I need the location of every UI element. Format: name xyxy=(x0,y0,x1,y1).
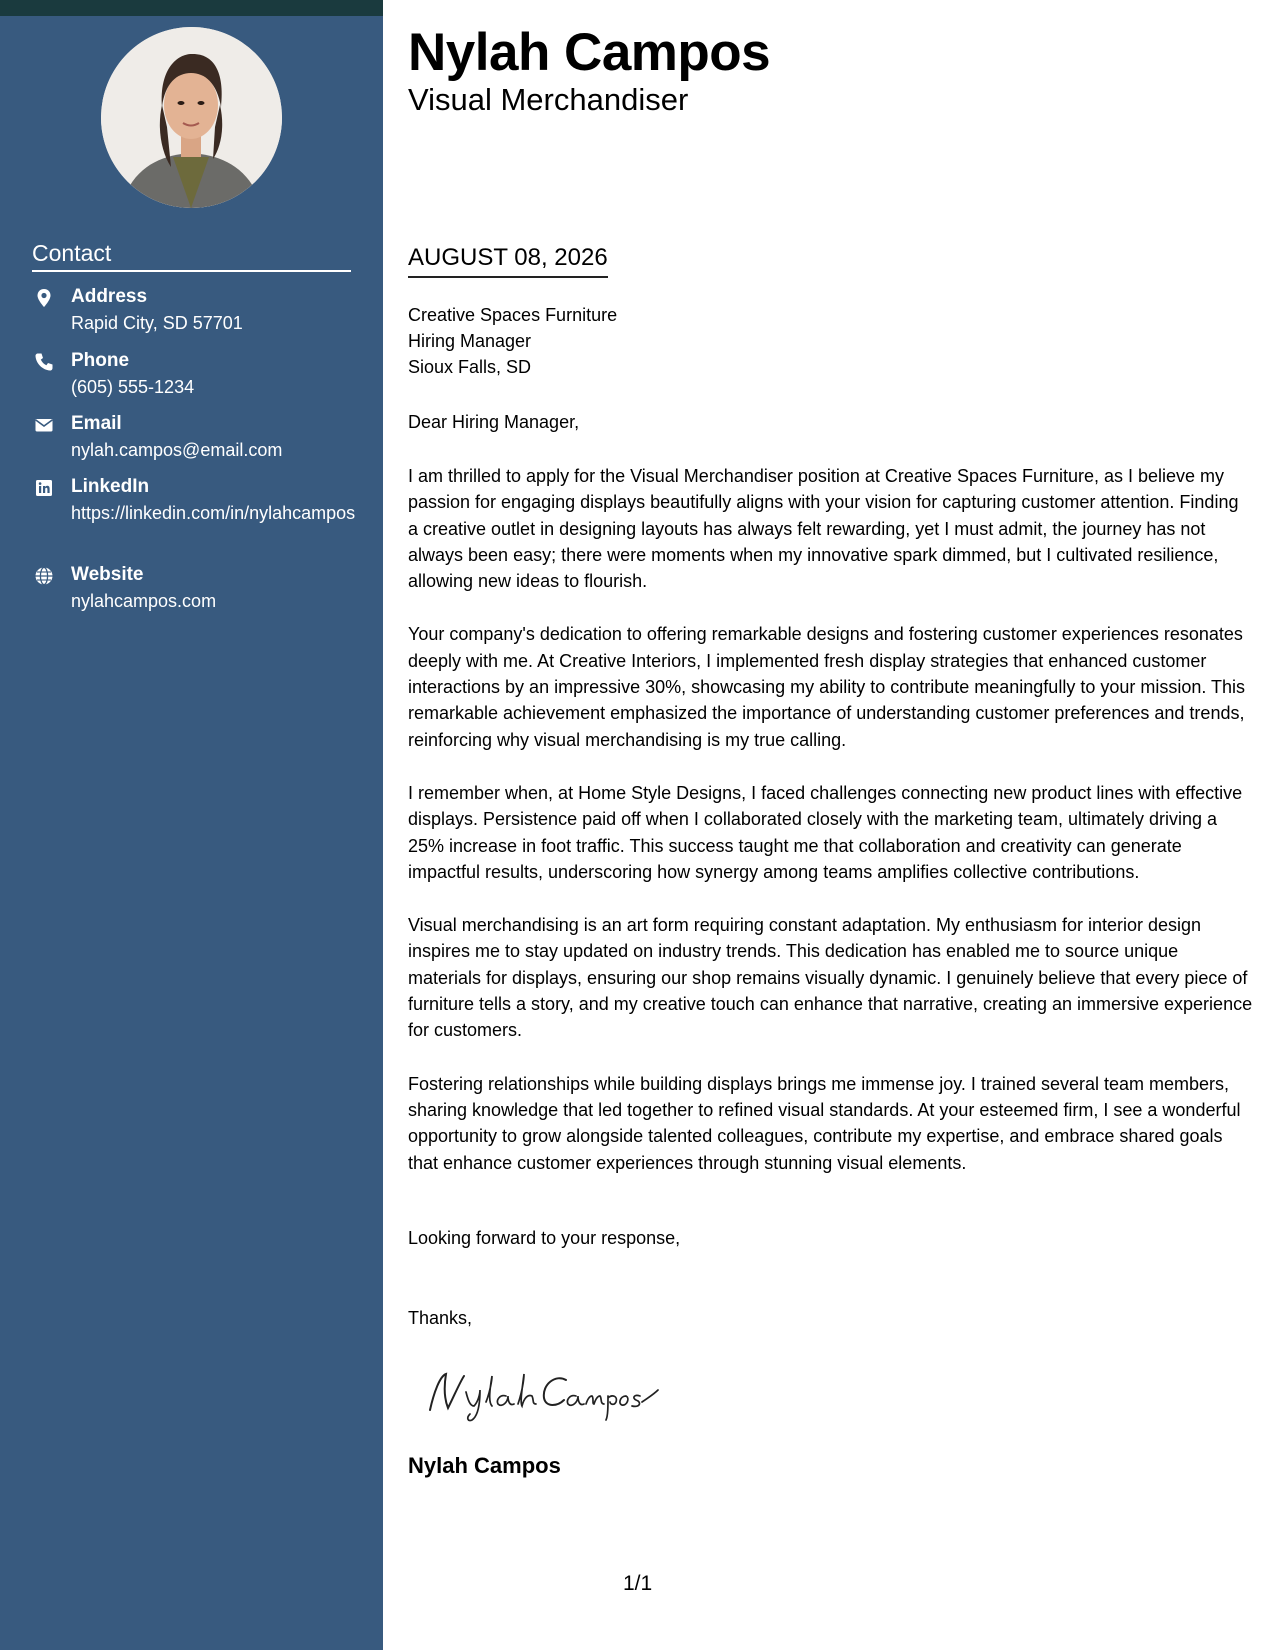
linkedin-label: LinkedIn xyxy=(71,476,150,497)
phone-label: Phone xyxy=(71,350,130,371)
body-paragraph: Visual merchandising is an art form requiring constant adaptation. My enthusiasm for interior design inspires me to stay updated on industry trends. This dedication has enabled me to source unique materials for displays, ensuring our shop remains visually dynamic. I genuinely believe that every piece of furniture tells a story, and my creative touch can enhance that narrative, creating an immersive experience for customers. xyxy=(408,915,1253,1041)
closing-line: Looking forward to your response, xyxy=(408,1228,681,1248)
website-link[interactable]: nylahcampos.com xyxy=(71,591,217,611)
page-number: 1/1 xyxy=(623,1572,653,1595)
salutation: Dear Hiring Manager, xyxy=(408,412,580,432)
recipient-company: Creative Spaces Furniture xyxy=(408,305,618,325)
contact-heading: Contact xyxy=(32,240,351,272)
signoff: Thanks, xyxy=(408,1308,473,1328)
profile-photo xyxy=(101,27,282,208)
body-paragraph: I am thrilled to apply for the Visual Merchandiser position at Creative Spaces Furniture, as I believe my passion for engaging displays beautifully aligns with your vision for capturing customer attention. Finding a creative outlet in designing layouts has always felt rewarding, yet I must admit, the journey has not always been easy; there were moments when my innovative spark dimmed, but I cultivated resilience, allowing new ideas to flourish. xyxy=(408,466,1239,592)
recipient-location: Sioux Falls, SD xyxy=(408,357,532,377)
email-label: Email xyxy=(71,413,122,434)
linkedin-link[interactable]: https://linkedin.com/in/nylahcampos xyxy=(71,503,356,523)
phone-value: (605) 555-1234 xyxy=(71,377,195,397)
email-link[interactable]: nylah.campos@email.com xyxy=(71,440,283,460)
recipient-block xyxy=(408,302,617,380)
address-label: Address xyxy=(71,286,148,307)
phone-icon xyxy=(34,352,54,372)
signer-name: Nylah Campos xyxy=(408,1453,561,1478)
sidebar-top-bar xyxy=(0,0,383,16)
map-pin-icon xyxy=(34,288,54,308)
letter-date: AUGUST 08, 2026 xyxy=(408,244,608,278)
recipient-title: Hiring Manager xyxy=(408,331,532,351)
address-value: Rapid City, SD 57701 xyxy=(71,313,243,333)
linkedin-icon xyxy=(34,478,54,498)
website-label: Website xyxy=(71,564,144,585)
applicant-name: Nylah Campos xyxy=(408,23,771,82)
body-paragraph: Your company's dedication to offering remarkable designs and fostering customer experiences resonates deeply with me. At Creative Interiors, I implemented fresh display strategies that enhanced customer interactions by an impressive 30%, showcasing my ability to contribute meaningfully to your mission. This remarkable achievement emphasized the importance of understanding customer preferences and trends, reinforcing why visual merchandising is my true calling. xyxy=(408,624,1246,750)
envelope-icon xyxy=(34,415,54,435)
applicant-role: Visual Merchandiser xyxy=(408,82,689,117)
handwritten-signature xyxy=(424,1362,664,1422)
letter-body xyxy=(408,463,1253,1203)
body-paragraph: Fostering relationships while building displays brings me immense joy. I trained several team members, sharing knowledge that led together to refined visual standards. At your esteemed firm, I see a wonderful opportunity to grow alongside talented colleagues, contribute my expertise, and embrace shared goals that enhance customer experiences through stunning visual elements. xyxy=(408,1073,1241,1173)
globe-icon xyxy=(34,566,54,586)
body-paragraph: I remember when, at Home Style Designs, I faced challenges connecting new product lines with effective displays. Persistence paid off when I collaborated closely with the marketing team, ultimately driving a 25% increase in foot traffic. This success taught me that collaboration and creativity can generate impactful results, underscoring how synergy among teams amplifies collective contributions. xyxy=(408,782,1243,882)
